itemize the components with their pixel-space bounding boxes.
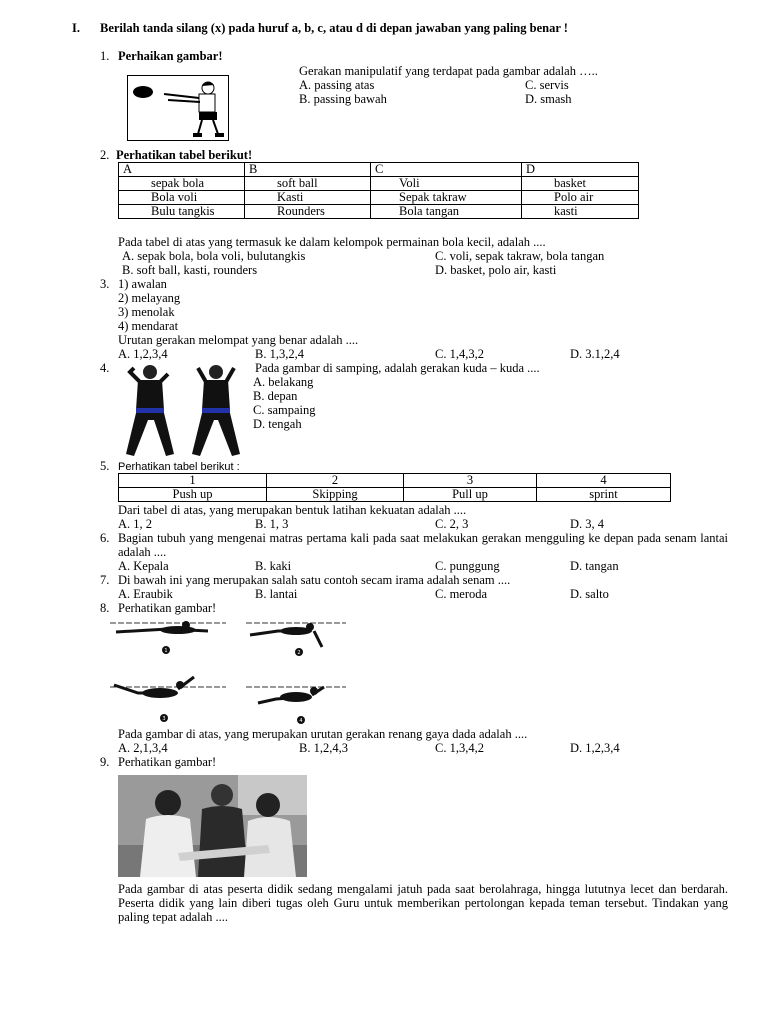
q2-question: Pada tabel di atas yang termasuk ke dalam kelompok permainan bola kecil, adalah .... [118, 235, 546, 249]
q3-item: 2) melayang [118, 291, 181, 305]
q9-title: Perhatikan gambar! [118, 755, 217, 769]
section-instruction: Berilah tanda silang (x) pada huruf a, b, c, atau d di depan jawaban yang paling benar ! [100, 21, 568, 35]
q4-question: Pada gambar di samping, adalah gerakan kuda – kuda .... [255, 361, 540, 375]
q5-option-a: A. 1, 2 [118, 517, 153, 531]
q5-option-b: B. 1, 3 [255, 517, 289, 531]
table-cell: Sepak takraw [371, 191, 522, 205]
table-cell: Kasti [245, 191, 371, 205]
q6-option-d: D. tangan [570, 559, 619, 573]
q3-number: 3. [100, 277, 110, 291]
q7-option-c: C. meroda [435, 587, 488, 601]
table-cell: Skipping [267, 488, 404, 502]
table-cell: Pull up [404, 488, 537, 502]
q6-option-b: B. kaki [255, 559, 292, 573]
q1-title: Perhaikan gambar! [118, 49, 223, 63]
q3-question: Urutan gerakan melompat yang benar adalah .... [118, 333, 359, 347]
section-number: I. [72, 21, 80, 35]
figure-number-label: 2 [297, 650, 301, 656]
figure-number-label: 3 [162, 716, 166, 722]
q3-option-c: C. 1,4,3,2 [435, 347, 484, 361]
q2-table [118, 162, 639, 219]
table-header-cell: 3 [404, 474, 537, 488]
q2-title: Perhatikan tabel berikut! [116, 148, 253, 162]
table-row [119, 191, 639, 205]
q8-question: Pada gambar di atas, yang merupakan urutan gerakan renang gaya dada adalah .... [118, 727, 528, 741]
q1-option-a: A. passing atas [299, 78, 375, 92]
q3-item: 1) awalan [118, 277, 167, 291]
table-cell: Push up [119, 488, 267, 502]
table-row [119, 177, 639, 191]
q1-question: Gerakan manipulatif yang terdapat pada gambar adalah ….. [299, 64, 598, 78]
q3-option-d: D. 3.1,2,4 [570, 347, 620, 361]
table-header-row [119, 474, 671, 488]
table-header-cell: A [119, 163, 245, 177]
q9-number: 9. [100, 755, 110, 769]
q8-option-b: B. 1,2,4,3 [299, 741, 348, 755]
table-header-cell: 1 [119, 474, 267, 488]
q2-option-a: A. sepak bola, bola voli, bulutangkis [122, 249, 306, 263]
q7-question: Di bawah ini yang merupakan salah satu contoh secam irama adalah senam .... [118, 573, 511, 587]
first-aid-photo [118, 775, 307, 877]
table-cell: Bola tangan [371, 205, 522, 219]
table-cell: Bola voli [119, 191, 245, 205]
table-header-cell: B [245, 163, 371, 177]
q6-number: 6. [100, 531, 110, 545]
table-cell: Bulu tangkis [119, 205, 245, 219]
q5-title: Perhatikan tabel berikut : [118, 461, 240, 473]
q7-option-d: D. salto [570, 587, 609, 601]
table-header-cell: C [371, 163, 522, 177]
q5-table [118, 473, 671, 502]
q6-option-a: A. Kepala [118, 559, 169, 573]
table-row [119, 205, 639, 219]
q2-option-d: D. basket, polo air, kasti [435, 263, 557, 277]
table-cell: Polo air [522, 191, 639, 205]
table-header-cell: 4 [537, 474, 671, 488]
table-cell: soft ball [245, 177, 371, 191]
q7-option-a: A. Eraubik [118, 587, 173, 601]
table-cell: Rounders [245, 205, 371, 219]
q2-number: 2. [100, 148, 110, 162]
volleyball-player-figure [128, 76, 228, 140]
q8-number: 8. [100, 601, 110, 615]
figure-number-label: 4 [299, 718, 303, 724]
table-cell: kasti [522, 205, 639, 219]
q3-item: 3) menolak [118, 305, 175, 319]
q4-option-d: D. tengah [253, 417, 302, 431]
q7-option-b: B. lantai [255, 587, 298, 601]
table-row [119, 488, 671, 502]
q2-option-b: B. soft ball, kasti, rounders [122, 263, 258, 277]
q4-option-c: C. sampaing [253, 403, 316, 417]
q3-item: 4) mendarat [118, 319, 179, 333]
q1-option-c: C. servis [525, 78, 569, 92]
table-header-row [119, 163, 639, 177]
table-cell: sprint [537, 488, 671, 502]
q8-option-a: A. 2,1,3,4 [118, 741, 168, 755]
q4-option-b: B. depan [253, 389, 298, 403]
q3-option-b: B. 1,3,2,4 [255, 347, 304, 361]
q2-option-c: C. voli, sepak takraw, bola tangan [435, 249, 605, 263]
q9-paragraph: Pada gambar di atas peserta didik sedang mengalami jatuh pada saat berolahraga, hingga lututnya lecet dan berdarah. Peserta didik yang lain diberi tugas oleh Guru untuk memberikan pertolongan kepada teman tersebut. Tindakan yang paling tepat adalah .... [118, 882, 728, 924]
table-cell: Voli [371, 177, 522, 191]
q5-option-c: C. 2, 3 [435, 517, 469, 531]
q4-option-a: A. belakang [253, 375, 314, 389]
martial-arts-stance-figure [118, 362, 248, 460]
q1-option-b: B. passing bawah [299, 92, 387, 106]
swimming-sequence-figure [108, 617, 348, 725]
q1-number: 1. [100, 49, 110, 63]
q8-option-c: C. 1,3,4,2 [435, 741, 484, 755]
q6-question: Bagian tubuh yang mengenai matras pertama kali pada saat melakukan gerakan mengguling ke depan pada senam lantai adalah .... [118, 531, 728, 559]
q1-option-d: D. smash [525, 92, 572, 106]
q8-title: Perhatikan gambar! [118, 601, 217, 615]
q3-option-a: A. 1,2,3,4 [118, 347, 168, 361]
table-cell: sepak bola [119, 177, 245, 191]
q7-number: 7. [100, 573, 110, 587]
q1-figure [127, 75, 229, 141]
figure-number-label: 1 [164, 648, 168, 654]
table-cell: basket [522, 177, 639, 191]
q4-number: 4. [100, 361, 110, 375]
table-header-cell: 2 [267, 474, 404, 488]
q6-option-c: C. punggung [435, 559, 500, 573]
table-header-cell: D [522, 163, 639, 177]
q5-question: Dari tabel di atas, yang merupakan bentuk latihan kekuatan adalah .... [118, 503, 467, 517]
q5-number: 5. [100, 459, 110, 473]
q8-option-d: D. 1,2,3,4 [570, 741, 620, 755]
q5-option-d: D. 3, 4 [570, 517, 605, 531]
